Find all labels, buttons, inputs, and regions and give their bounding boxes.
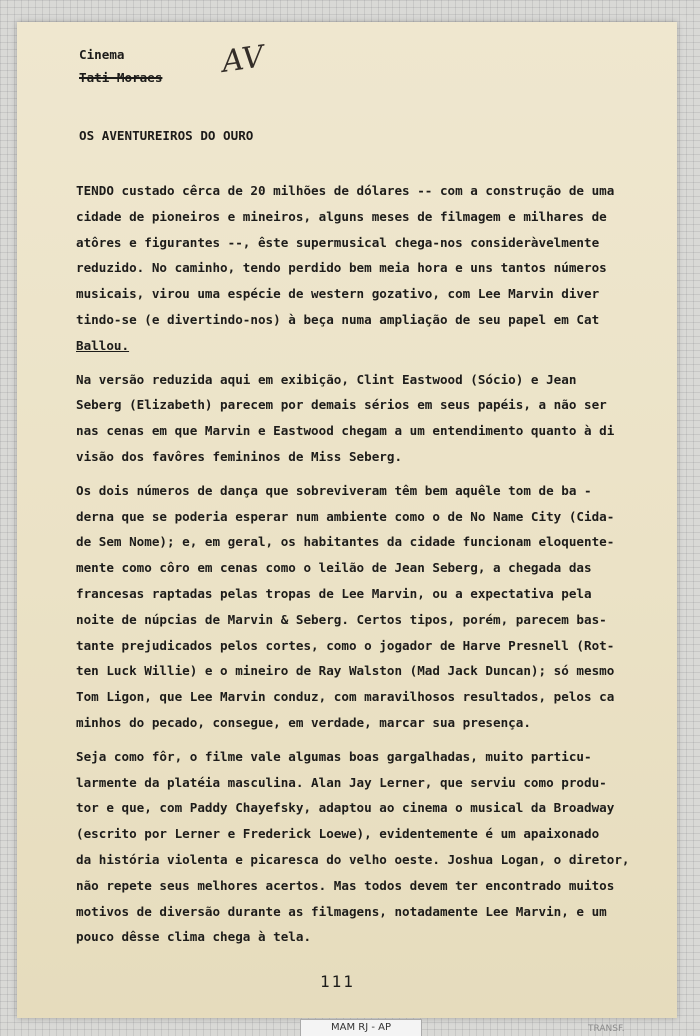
text-line: pouco dêsse clima chega à tela. bbox=[76, 929, 312, 945]
text-line: visão dos favôres femininos de Miss Seberg. bbox=[76, 448, 403, 464]
text-line: Seja como fôr, o filme vale algumas boas gargalhadas, muito particu- bbox=[76, 748, 592, 764]
text-line: Ballou. bbox=[76, 337, 130, 353]
paragraph-4 bbox=[76, 744, 666, 950]
text-line: cidade de pioneiros e mineiros, alguns meses de filmagem e milhares de bbox=[76, 208, 607, 224]
page-number-mark: 111 bbox=[320, 972, 355, 991]
text-line: tante prejudicados pelos cortes, como o jogador de Harve Presnell (Rot- bbox=[76, 637, 615, 653]
text-line: não repete seus melhores acertos. Mas todos devem ter encontrado muitos bbox=[76, 877, 615, 893]
text-line: minhos do pecado, consegue, em verdade, marcar sua presença. bbox=[76, 714, 531, 730]
text-line: reduzido. No caminho, tendo perdido bem meia hora e uns tantos números bbox=[76, 260, 607, 276]
paragraph-2 bbox=[76, 367, 666, 470]
text-line: tor e que, com Paddy Chayefsky, adaptou ao cinema o musical da Broadway bbox=[76, 800, 615, 816]
author-name-struck: Tati Moraes bbox=[79, 70, 163, 85]
paragraph-3 bbox=[76, 478, 666, 736]
text-line: francesas raptadas pelas tropas de Lee Marvin, ou a expectativa pela bbox=[76, 585, 592, 601]
text-line: TENDO custado cêrca de 20 milhões de dólares -- com a construção de uma bbox=[76, 183, 615, 198]
text-line: (escrito por Lerner e Frederick Loewe), evidentemente é um apaixonado bbox=[76, 826, 600, 842]
text-line: noite de núpcias de Marvin & Seberg. Certos tipos, porém, parecem bas- bbox=[76, 611, 607, 627]
text-line: larmente da platéia masculina. Alan Jay Lerner, que serviu como produ- bbox=[76, 774, 607, 790]
handwritten-initials: AV bbox=[219, 39, 267, 80]
paragraph-1 bbox=[76, 178, 666, 359]
text-line: de Sem Nome); e, em geral, os habitantes da cidade funcionam eloquente- bbox=[76, 534, 615, 550]
typed-page bbox=[17, 22, 677, 1018]
section-label: Cinema bbox=[79, 47, 125, 62]
archive-label: MAM RJ - AP bbox=[300, 1019, 422, 1036]
text-line: da história violenta e picaresca do velho oeste. Joshua Logan, o diretor, bbox=[76, 851, 630, 867]
text-line: tindo-se (e divertindo-nos) à beça numa ampliação de seu papel em Cat bbox=[76, 311, 600, 327]
text-line: atôres e figurantes --, êste supermusical chega-nos consideràvelmente bbox=[76, 234, 600, 250]
text-line: nas cenas em que Marvin e Eastwood chegam a um entendimento quanto à di bbox=[76, 423, 615, 439]
text-line: Seberg (Elizabeth) parecem por demais sérios em seus papéis, a não ser bbox=[76, 397, 607, 413]
text-line: Tom Ligon, que Lee Marvin conduz, com maravilhosos resultados, pelos ca bbox=[76, 689, 615, 705]
text-line: ten Luck Willie) e o mineiro de Ray Walston (Mad Jack Duncan); só mesmo bbox=[76, 663, 615, 679]
article-body bbox=[76, 178, 666, 950]
pencil-note: TRANSF. bbox=[588, 1024, 625, 1034]
text-line: motivos de diversão durante as filmagens, notadamente Lee Marvin, e um bbox=[76, 903, 607, 919]
article-title: OS AVENTUREIROS DO OURO bbox=[79, 128, 254, 143]
text-line: Na versão reduzida aqui em exibição, Clint Eastwood (Sócio) e Jean bbox=[76, 371, 577, 387]
text-line: musicais, virou uma espécie de western gozativo, com Lee Marvin diver bbox=[76, 286, 600, 302]
text-line: derna que se poderia esperar num ambiente como o de No Name City (Cida- bbox=[76, 508, 615, 524]
text-line: Os dois números de dança que sobreviveram têm bem aquêle tom de ba - bbox=[76, 482, 592, 498]
text-line: mente como côro em cenas como o leilão de Jean Seberg, a chegada das bbox=[76, 560, 592, 576]
